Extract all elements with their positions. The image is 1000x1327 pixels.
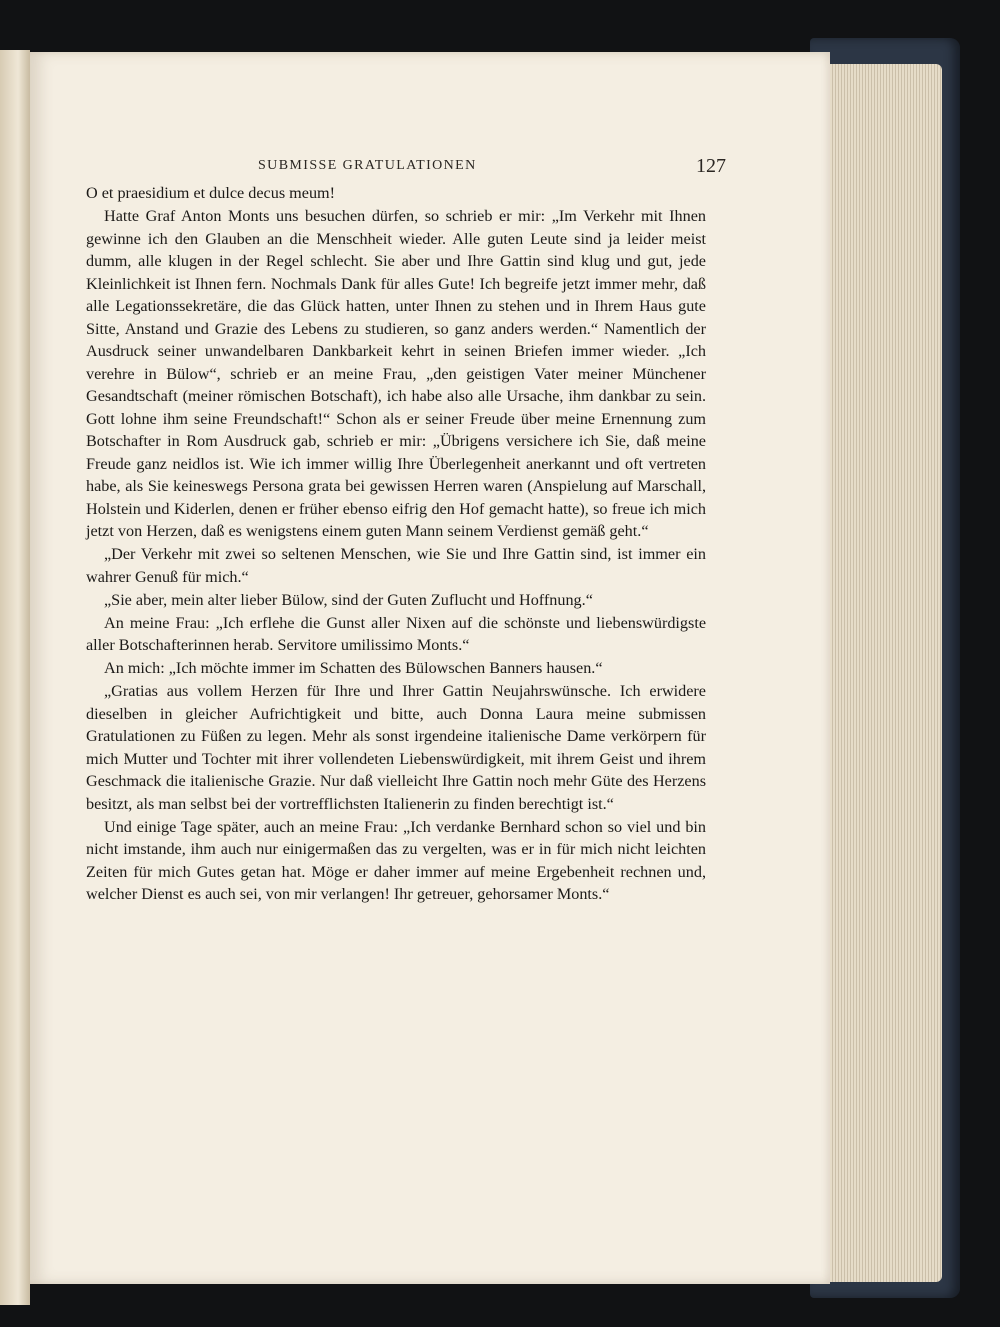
- paragraph: An mich: „Ich möchte immer im Schatten des Bülowschen Banners hausen.“: [104, 659, 603, 677]
- paragraph: „Sie aber, mein alter lieber Bülow, sind der Guten Zuflucht und Hoffnung.“: [104, 590, 593, 609]
- book-page: [30, 52, 830, 1284]
- paragraph: An meine Frau: „Ich erflehe die Gunst aller Nixen auf die schönste und liebenswürdigste aller Botschafterinnen herab. Servitore umilissimo Monts.“: [86, 613, 706, 654]
- paragraph: Hatte Graf Anton Monts uns besuchen dürfen, so schrieb er mir: „Im Verkehr mit Ihnen gewinne ich den Glauben an die Menschheit wieder. Alle guten Leute sind ja leider meist dumm, alle klugen in der Regel schlecht. Sie aber und Ihre Gattin sind klug und gut, jede Kleinlichkeit ist Ihnen fern. Nochmals Dank für alles Gute! Ich begreife jetzt immer mehr, daß alle Legationssekretäre, die das Glück hatten, unter Ihnen zu stehen und in Ihrem Haus gute Sitte, Anstand und Grazie des Lebens zu studieren, so ganz anders werden.“ Namentlich der Ausdruck seiner unwandelbaren Dankbarkeit kehrt in seinen Briefen immer wieder. „Ich verehre in Bülow“, schrieb er an meine Frau, „den geistigen Vater meiner Münchener Gesandtschaft (meiner römischen Botschaft), ich habe also alle Ursache, ihm dankbar zu sein. Gott lohne ihm seine Freundschaft!“ Schon als er seiner Freude über meine Ernennung zum Botschafter in Rom Ausdruck gab, schrieb er mir: „Übrigens versichere ich Sie, daß meine Freude ganz neidlos ist. Wie ich immer willig Ihre Überlegenheit anerkannt und oft vertreten habe, als Sie keineswegs Persona grata bei gewissen Herren waren (Anspielung auf Marschall, Holstein und Kiderlen, denen er früher ebenso eifrig den Hof gemacht hatte), so freue ich mich jetzt von Herzen, daß es wenigstens einem guten Mann seinem Verdienst gemäß geht.“: [86, 207, 706, 540]
- paragraph: Und einige Tage später, auch an meine Frau: „Ich verdanke Bernhard schon so viel und bin nicht imstande, ihm auch nur einigermaßen das zu vergelten, was er in für mich nicht leichten Zeiten für mich Gutes getan hat. Möge er daher immer auf meine Ergebenheit rechnen und, welcher Dienst es auch sei, von mir verlangen! Ihr getreuer, gehorsamer Monts.“: [86, 817, 706, 903]
- paragraph: „Der Verkehr mit zwei so seltenen Menschen, wie Sie und Ihre Gattin sind, ist immer ein wahrer Genuß für mich.“: [86, 545, 706, 586]
- running-title: SUBMISSE GRATULATIONEN: [258, 158, 477, 173]
- running-head: [258, 155, 726, 182]
- left-page-edge: [0, 50, 30, 1305]
- body-text: [86, 182, 706, 906]
- page-number: 127: [696, 155, 726, 177]
- paragraph: „Gratias aus vollem Herzen für Ihre und Ihrer Gattin Neujahrswünsche. Ich erwidere dieselben in gleicher Aufrichtigkeit und bitte, auch Donna Laura meine submissen Gratulationen zu Füßen zu legen. Mehr als sonst irgendeine italienische Dame verkörpern für mich Mutter und Tochter mit ihrer vollendeten Liebenswürdigkeit, mit ihrem Geist und ihrem Geschmack die italienische Grazie. Nur daß vielleicht Ihre Gattin noch mehr Güte des Herzens besitzt, als man selbst bei der vortrefflichsten Italienerin zu finden berechtigt ist.“: [86, 682, 706, 813]
- paragraph: O et praesidium et dulce decus meum!: [86, 184, 336, 202]
- page-block-edges: [812, 64, 942, 1282]
